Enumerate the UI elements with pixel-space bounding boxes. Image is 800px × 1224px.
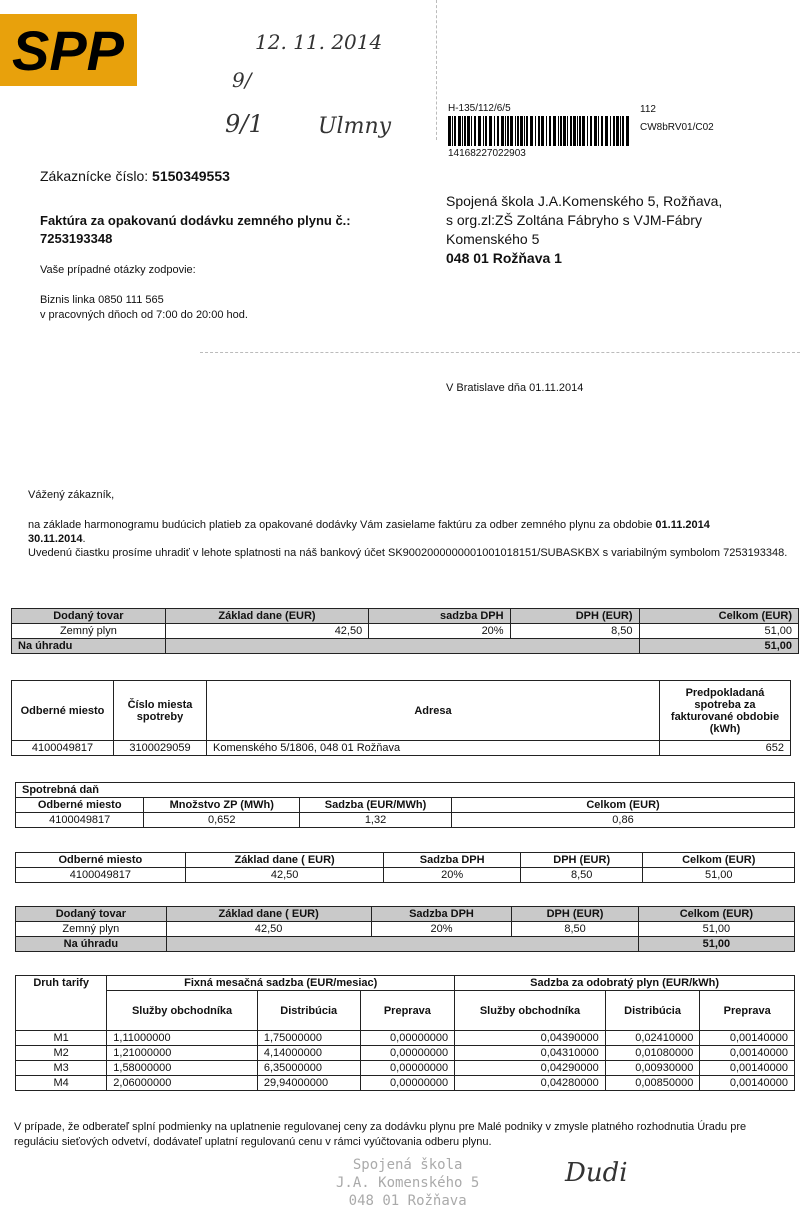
barcode-bar <box>587 116 588 146</box>
table-subheader: Distribúcia <box>605 991 700 1031</box>
table-cell: 0,01080000 <box>605 1046 700 1061</box>
svg-text:SPP: SPP <box>11 19 125 82</box>
table-row <box>16 1031 795 1046</box>
table-header: Sadzba (EUR/MWh) <box>300 798 452 813</box>
barcode-bar <box>458 116 461 146</box>
stamp-line: 048 01 Rožňava <box>348 1193 467 1209</box>
table-cell: 1,75000000 <box>257 1031 360 1046</box>
total-label: Na úhradu <box>16 937 167 952</box>
questions-text: Vaše prípadné otázky zodpovie: <box>40 264 196 276</box>
table-cell: 4100049817 <box>16 813 144 828</box>
table-cell: 0,00140000 <box>700 1046 795 1061</box>
barcode-bar <box>526 116 528 146</box>
table-header: Základ dane ( EUR) <box>166 907 371 922</box>
table-cell <box>165 639 639 654</box>
recipient-address <box>446 192 722 268</box>
barcode-bar <box>474 116 476 146</box>
table-row <box>16 1076 795 1091</box>
table-cell: 51,00 <box>639 624 798 639</box>
table-cell: 0,00000000 <box>360 1031 455 1046</box>
body-text-1: na základe harmonogramu budúcich platieb za opakované dodávky Vám zasielame faktúru za odber zemného plynu za obdobie <box>28 519 656 531</box>
consumption-point-table <box>11 680 791 756</box>
tariff-name: M1 <box>16 1031 107 1046</box>
total-label: Na úhradu <box>12 639 166 654</box>
handwritten-signature: Ulmny <box>318 114 392 139</box>
tariff-table <box>15 975 795 1091</box>
body-paragraph-1 <box>28 518 798 532</box>
invoice-number: 7253193348 <box>40 231 113 246</box>
invoice-summary-table <box>11 608 799 654</box>
barcode-bar <box>510 116 513 146</box>
table-cell: 3100029059 <box>114 741 207 756</box>
barcode-bar <box>517 116 519 146</box>
table-cell: 0,00000000 <box>360 1076 455 1091</box>
handwritten-date: 12. 11. 2014 <box>255 30 383 54</box>
recipient-line: Komenského 5 <box>446 231 540 247</box>
table-cell: Zemný plyn <box>16 922 167 937</box>
table-cell: 1,58000000 <box>107 1061 258 1076</box>
barcode-bar <box>570 116 572 146</box>
barcode-bar <box>497 116 499 146</box>
table-cell: 0,04390000 <box>455 1031 606 1046</box>
table-cell: 0,04280000 <box>455 1076 606 1091</box>
table-header: Množstvo ZP (MWh) <box>144 798 300 813</box>
barcode-bar <box>452 116 453 146</box>
customer-number <box>40 168 230 184</box>
barcode-bar <box>613 116 615 146</box>
table-header: Sadzba DPH <box>384 853 520 868</box>
barcode-bar <box>563 116 566 146</box>
page-code: 112 <box>640 104 656 115</box>
table-cell: 0,04290000 <box>455 1061 606 1076</box>
table-header: DPH (EUR) <box>512 907 638 922</box>
barcode-bar <box>471 116 472 146</box>
table-cell: 1,11000000 <box>107 1031 258 1046</box>
barcode-bar <box>553 116 556 146</box>
divider <box>200 352 800 353</box>
table-header: Odberné miesto <box>16 853 186 868</box>
barcode-bar <box>505 116 506 146</box>
table-header: Dodaný tovar <box>16 907 167 922</box>
table-title: Spotrebná daň <box>16 783 795 798</box>
table-cell: 20% <box>371 922 512 937</box>
table-cell: 6,35000000 <box>257 1061 360 1076</box>
barcode-bar <box>541 116 544 146</box>
body-text <box>28 518 798 560</box>
table-cell: 51,00 <box>638 922 794 937</box>
barcode-bar <box>573 116 576 146</box>
barcode-bar <box>577 116 578 146</box>
barcode-bar <box>567 116 568 146</box>
barcode-bar <box>515 116 516 146</box>
spp-logo-mark <box>0 14 137 86</box>
table-cell: 20% <box>369 624 510 639</box>
barcode-bar <box>601 116 603 146</box>
recipient-line: Spojená škola J.A.Komenského 5, Rožňava, <box>446 193 723 209</box>
invoice-title-line1: Faktúra za opakovanú dodávku zemného plynu č.: <box>40 213 351 228</box>
place-date: V Bratislave dňa 01.11.2014 <box>446 382 584 394</box>
table-cell: 0,04310000 <box>455 1046 606 1061</box>
barcode-bar <box>448 116 451 146</box>
stamp-line: Spojená škola <box>352 1157 463 1173</box>
fold-mark <box>436 0 437 140</box>
greeting: Vážený zákazník, <box>28 489 115 501</box>
customer-number-value: 5150349553 <box>152 168 230 184</box>
table-cell: 4100049817 <box>16 868 186 883</box>
barcode-bar <box>598 116 599 146</box>
table-cell <box>166 937 638 952</box>
barcode-bar <box>549 116 551 146</box>
barcode-bar <box>485 116 487 146</box>
table-cell: Komenského 5/1806, 048 01 Rožňava <box>207 741 660 756</box>
barcode <box>448 116 630 146</box>
table-cell: 0,00140000 <box>700 1061 795 1076</box>
table-cell: 1,21000000 <box>107 1046 258 1061</box>
barcode-bar <box>467 116 470 146</box>
table-header: Celkom (EUR) <box>639 609 798 624</box>
barcode-bar <box>590 116 592 146</box>
table-cell: 42,50 <box>165 624 368 639</box>
handwritten-note-2: 9/1 <box>225 110 264 138</box>
table-cell: 652 <box>660 741 791 756</box>
tariff-name: M2 <box>16 1046 107 1061</box>
barcode-number: 14168227022903 <box>448 148 526 159</box>
barcode-bar <box>616 116 619 146</box>
table-cell: 1,32 <box>300 813 452 828</box>
barcode-bar <box>501 116 504 146</box>
table-cell: 2,06000000 <box>107 1076 258 1091</box>
table-cell: 0,86 <box>452 813 795 828</box>
barcode-bar <box>538 116 540 146</box>
table-cell: 0,00000000 <box>360 1046 455 1061</box>
barcode-bar <box>464 116 466 146</box>
table-cell: 4100049817 <box>12 741 114 756</box>
barcode-bar <box>594 116 597 146</box>
table-header: DPH (EUR) <box>520 853 643 868</box>
table-header: Odberné miesto <box>12 681 114 741</box>
barcode-bar <box>546 116 547 146</box>
barcode-bar <box>560 116 562 146</box>
stamp-line: J.A. Komenského 5 <box>336 1175 480 1191</box>
table-header: sadzba DPH <box>369 609 510 624</box>
recipient-city: 048 01 Rožňava 1 <box>446 250 562 266</box>
table-cell: 0,00850000 <box>605 1076 700 1091</box>
barcode-bar <box>489 116 492 146</box>
barcode-bar <box>622 116 624 146</box>
table-cell: 42,50 <box>166 922 371 937</box>
table-cell: 0,652 <box>144 813 300 828</box>
table-cell: 8,50 <box>512 922 638 937</box>
reference-code: CW8bRV01/C02 <box>640 122 714 133</box>
hotline-hours: v pracovných dňoch od 7:00 do 20:00 hod. <box>40 309 248 321</box>
barcode-bar <box>478 116 481 146</box>
invoice-title <box>40 212 351 248</box>
table-header: Základ dane ( EUR) <box>185 853 384 868</box>
customer-number-label: Zákaznícke číslo: <box>40 168 149 184</box>
table-cell: Zemný plyn <box>12 624 166 639</box>
table-header: Dodaný tovar <box>12 609 166 624</box>
barcode-bar <box>462 116 463 146</box>
table-header: Odberné miesto <box>16 798 144 813</box>
recipient-line: s org.zl:ZŠ Zoltána Fábryho s VJM-Fábry <box>446 212 702 228</box>
table-row <box>16 1061 795 1076</box>
excise-tax-table <box>15 782 795 828</box>
barcode-bar <box>558 116 559 146</box>
barcode-bar <box>520 116 523 146</box>
table-cell: 0,00140000 <box>700 1076 795 1091</box>
barcode-bar <box>626 116 629 146</box>
table-subheader: Distribúcia <box>257 991 360 1031</box>
table-subheader: Preprava <box>700 991 795 1031</box>
table-header: Celkom (EUR) <box>643 853 795 868</box>
barcode-bar <box>605 116 608 146</box>
spp-logo <box>0 14 137 86</box>
tariff-name: M4 <box>16 1076 107 1091</box>
handwritten-note: 9/ <box>232 68 252 92</box>
barcode-bar <box>454 116 456 146</box>
table-header: Sadzba za odobratý plyn (EUR/kWh) <box>455 976 795 991</box>
tariff-name: M3 <box>16 1061 107 1076</box>
vat-table <box>15 852 795 883</box>
table-cell: 20% <box>384 868 520 883</box>
table-cell: 0,00000000 <box>360 1061 455 1076</box>
table-header: Druh tarify <box>16 976 107 1031</box>
table-subheader: Služby obchodníka <box>455 991 606 1031</box>
total-value: 51,00 <box>638 937 794 952</box>
goods-summary-table <box>15 906 795 952</box>
table-header: Celkom (EUR) <box>452 798 795 813</box>
body-paragraph-1b: 30.11.2014. <box>28 533 86 545</box>
table-header: Sadzba DPH <box>371 907 512 922</box>
barcode-bar <box>530 116 533 146</box>
table-cell: 8,50 <box>520 868 643 883</box>
barcode-bar <box>620 116 621 146</box>
school-stamp <box>336 1156 479 1210</box>
barcode-bar <box>535 116 536 146</box>
hotline-info <box>40 293 248 323</box>
barcode-bar <box>579 116 581 146</box>
table-cell: 0,00930000 <box>605 1061 700 1076</box>
table-subheader: Preprava <box>360 991 455 1031</box>
table-header: Adresa <box>207 681 660 741</box>
table-header: Základ dane (EUR) <box>165 609 368 624</box>
table-cell: 29,94000000 <box>257 1076 360 1091</box>
barcode-bar <box>483 116 484 146</box>
table-header: Fixná mesačná sadzba (EUR/mesiac) <box>107 976 455 991</box>
period-start: 01.11.2014 <box>655 519 710 531</box>
body-paragraph-2: Uvedenú čiastku prosíme uhradiť v lehote splatnosti na náš bankový účet SK9002000000001001018151/SUBASKBX s variabilným symbolom 7253193348. <box>28 547 788 559</box>
table-header: DPH (EUR) <box>510 609 639 624</box>
total-value: 51,00 <box>639 639 798 654</box>
barcode-bar <box>610 116 611 146</box>
table-subheader: Služby obchodníka <box>107 991 258 1031</box>
table-cell: 0,02410000 <box>605 1031 700 1046</box>
barcode-bar <box>494 116 495 146</box>
table-header: Celkom (EUR) <box>638 907 794 922</box>
footer-note: V prípade, že odberateľ splní podmienky na uplatnenie regulovanej ceny za dodávku plynu pre Malé podniky v zmysle platného rozhodnutia Úradu pre reguláciu sieťových odvetví, dodávateľ uplatní regulovanú cenu v rámci vyúčtovania odberu plynu. <box>14 1121 747 1148</box>
table-cell: 4,14000000 <box>257 1046 360 1061</box>
table-header: Predpokladaná spotreba za fakturované obdobie (kWh) <box>660 681 791 741</box>
period-end: 30.11.2014 <box>28 533 83 545</box>
table-row <box>16 1046 795 1061</box>
table-header: Číslo miesta spotreby <box>114 681 207 741</box>
barcode-bar <box>582 116 585 146</box>
table-cell: 51,00 <box>643 868 795 883</box>
table-cell: 8,50 <box>510 624 639 639</box>
table-cell: 42,50 <box>185 868 384 883</box>
signature: Dudi <box>565 1158 628 1188</box>
barcode-bar <box>507 116 509 146</box>
hotline-number: Biznis linka 0850 111 565 <box>40 294 164 306</box>
barcode-code: H-135/112/6/5 <box>448 103 511 114</box>
table-cell: 0,00140000 <box>700 1031 795 1046</box>
barcode-bar <box>524 116 525 146</box>
